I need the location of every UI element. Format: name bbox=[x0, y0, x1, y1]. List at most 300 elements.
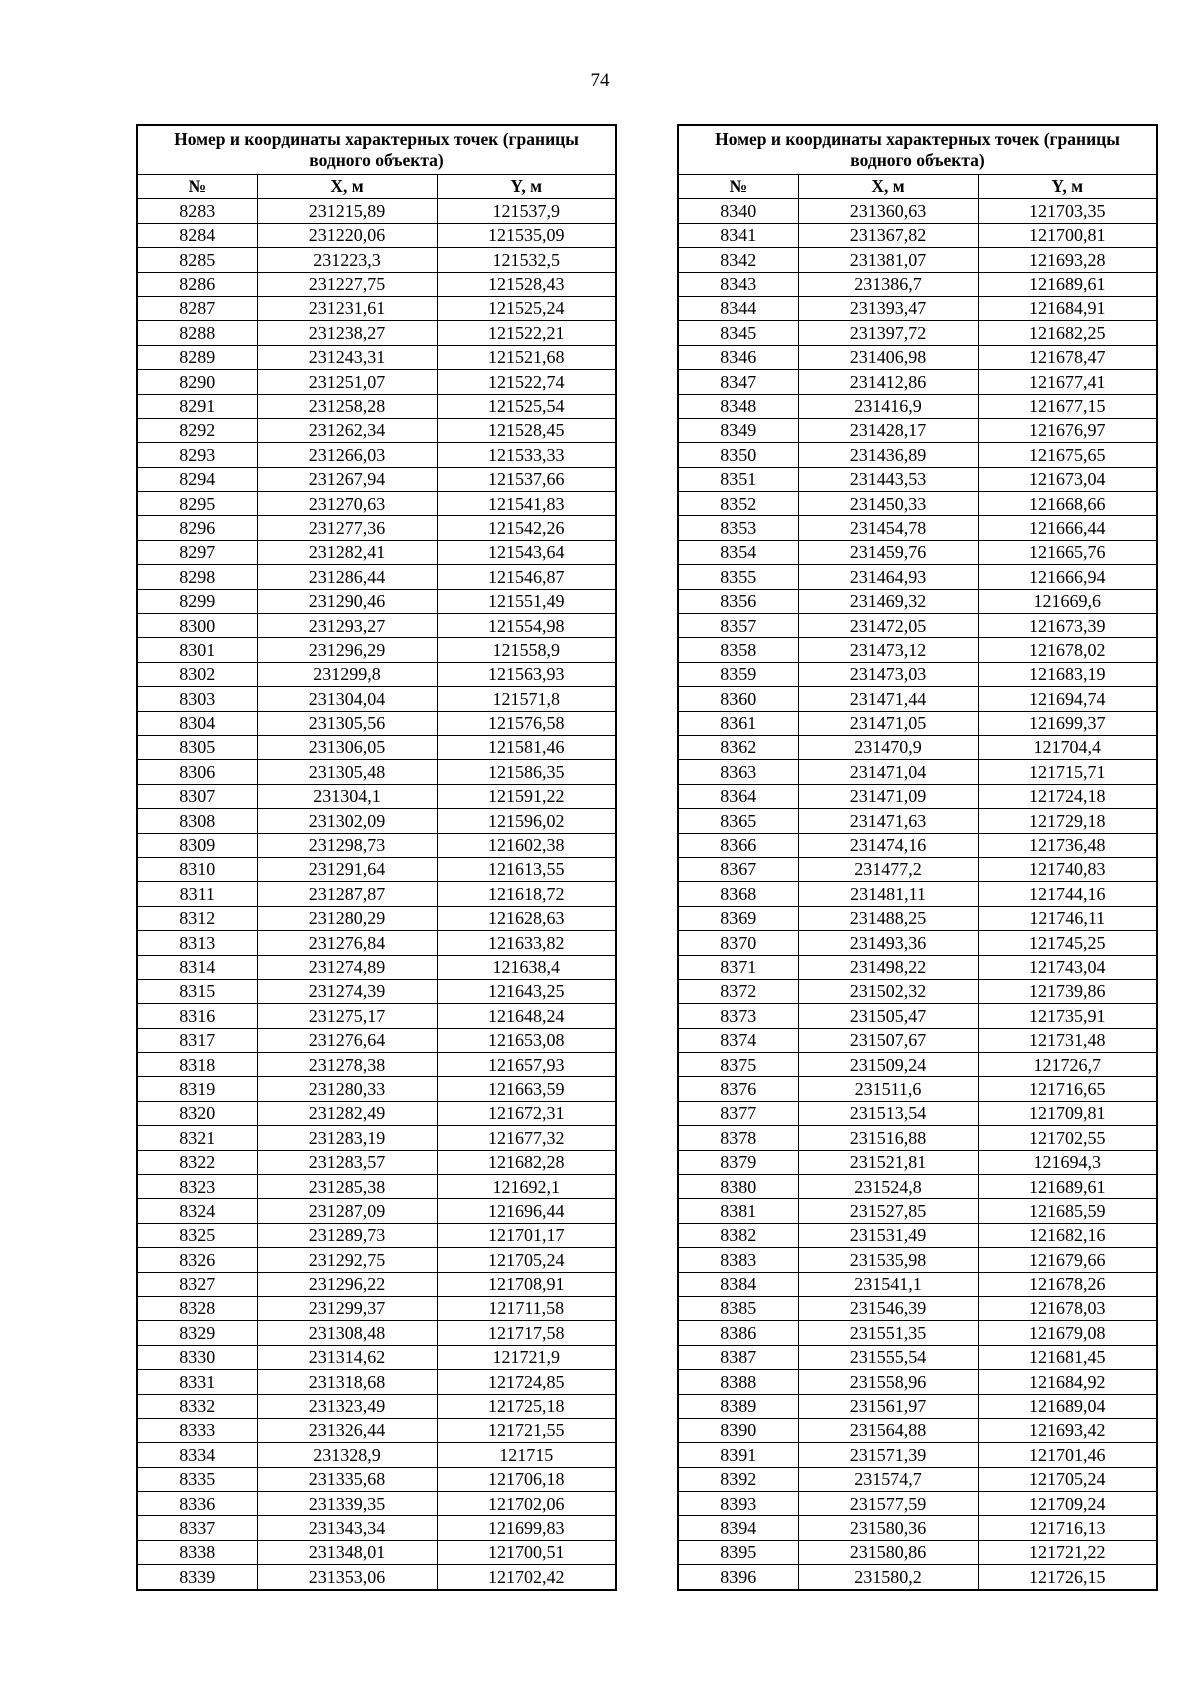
y-coordinate-cell: 121681,45 bbox=[978, 1345, 1157, 1369]
y-coordinate-cell: 121699,37 bbox=[978, 711, 1157, 735]
table-row bbox=[137, 809, 616, 833]
x-coordinate-cell: 231296,29 bbox=[257, 638, 437, 662]
point-number-cell: 8333 bbox=[137, 1418, 257, 1442]
point-number-cell: 8345 bbox=[678, 321, 798, 345]
y-coordinate-cell: 121521,68 bbox=[437, 345, 616, 369]
y-coordinate-cell: 121693,42 bbox=[978, 1418, 1157, 1442]
table-row bbox=[678, 906, 1157, 930]
table-row bbox=[137, 321, 616, 345]
point-number-cell: 8312 bbox=[137, 906, 257, 930]
point-number-cell: 8283 bbox=[137, 199, 257, 223]
y-coordinate-cell: 121663,59 bbox=[437, 1077, 616, 1101]
y-coordinate-cell: 121535,09 bbox=[437, 223, 616, 247]
x-coordinate-cell: 231238,27 bbox=[257, 321, 437, 345]
y-coordinate-cell: 121705,24 bbox=[437, 1248, 616, 1272]
y-coordinate-cell: 121743,04 bbox=[978, 955, 1157, 979]
table-row bbox=[678, 1540, 1157, 1564]
table-row bbox=[137, 1126, 616, 1150]
table-row bbox=[678, 1565, 1157, 1590]
point-number-cell: 8386 bbox=[678, 1321, 798, 1345]
point-number-cell: 8309 bbox=[137, 833, 257, 857]
y-coordinate-cell: 121702,55 bbox=[978, 1126, 1157, 1150]
y-coordinate-cell: 121672,31 bbox=[437, 1101, 616, 1125]
x-coordinate-cell: 231304,1 bbox=[257, 784, 437, 808]
y-coordinate-cell: 121693,28 bbox=[978, 248, 1157, 272]
table-row bbox=[137, 1516, 616, 1540]
y-coordinate-cell: 121744,16 bbox=[978, 882, 1157, 906]
table-row bbox=[678, 1150, 1157, 1174]
point-number-cell: 8319 bbox=[137, 1077, 257, 1101]
x-coordinate-cell: 231293,27 bbox=[257, 614, 437, 638]
point-number-cell: 8323 bbox=[137, 1175, 257, 1199]
x-coordinate-cell: 231561,97 bbox=[798, 1394, 978, 1418]
table-row bbox=[678, 516, 1157, 540]
x-coordinate-cell: 231580,2 bbox=[798, 1565, 978, 1590]
coordinates-table-right bbox=[677, 124, 1158, 1591]
y-coordinate-cell: 121736,48 bbox=[978, 833, 1157, 857]
point-number-cell: 8322 bbox=[137, 1150, 257, 1174]
y-coordinate-cell: 121700,81 bbox=[978, 223, 1157, 247]
column-header-y: Y, м bbox=[978, 175, 1157, 199]
table-row bbox=[678, 370, 1157, 394]
point-number-cell: 8325 bbox=[137, 1223, 257, 1247]
table-row bbox=[678, 931, 1157, 955]
point-number-cell: 8371 bbox=[678, 955, 798, 979]
table-row bbox=[678, 1370, 1157, 1394]
table-row bbox=[678, 1028, 1157, 1052]
x-coordinate-cell: 231298,73 bbox=[257, 833, 437, 857]
y-coordinate-cell: 121586,35 bbox=[437, 760, 616, 784]
point-number-cell: 8287 bbox=[137, 296, 257, 320]
y-coordinate-cell: 121571,8 bbox=[437, 687, 616, 711]
y-coordinate-cell: 121533,33 bbox=[437, 443, 616, 467]
x-coordinate-cell: 231527,85 bbox=[798, 1199, 978, 1223]
table-row bbox=[678, 492, 1157, 516]
y-coordinate-cell: 121537,9 bbox=[437, 199, 616, 223]
x-coordinate-cell: 231546,39 bbox=[798, 1296, 978, 1320]
table-row bbox=[137, 1418, 616, 1442]
x-coordinate-cell: 231215,89 bbox=[257, 199, 437, 223]
y-coordinate-cell: 121731,48 bbox=[978, 1028, 1157, 1052]
x-coordinate-cell: 231287,09 bbox=[257, 1199, 437, 1223]
table-row bbox=[137, 296, 616, 320]
point-number-cell: 8296 bbox=[137, 516, 257, 540]
x-coordinate-cell: 231267,94 bbox=[257, 467, 437, 491]
point-number-cell: 8336 bbox=[137, 1492, 257, 1516]
y-coordinate-cell: 121709,81 bbox=[978, 1101, 1157, 1125]
table-row bbox=[137, 467, 616, 491]
table-body bbox=[137, 199, 616, 1590]
point-number-cell: 8396 bbox=[678, 1565, 798, 1590]
y-coordinate-cell: 121682,16 bbox=[978, 1223, 1157, 1247]
table-row bbox=[137, 1272, 616, 1296]
point-number-cell: 8342 bbox=[678, 248, 798, 272]
y-coordinate-cell: 121665,76 bbox=[978, 540, 1157, 564]
y-coordinate-cell: 121689,04 bbox=[978, 1394, 1157, 1418]
x-coordinate-cell: 231564,88 bbox=[798, 1418, 978, 1442]
x-coordinate-cell: 231258,28 bbox=[257, 394, 437, 418]
table-row bbox=[678, 1296, 1157, 1320]
point-number-cell: 8310 bbox=[137, 857, 257, 881]
table-row bbox=[137, 223, 616, 247]
point-number-cell: 8376 bbox=[678, 1077, 798, 1101]
column-header-x: X, м bbox=[798, 175, 978, 199]
point-number-cell: 8299 bbox=[137, 589, 257, 613]
x-coordinate-cell: 231305,48 bbox=[257, 760, 437, 784]
y-coordinate-cell: 121721,55 bbox=[437, 1418, 616, 1442]
point-number-cell: 8290 bbox=[137, 370, 257, 394]
point-number-cell: 8370 bbox=[678, 931, 798, 955]
point-number-cell: 8368 bbox=[678, 882, 798, 906]
y-coordinate-cell: 121715 bbox=[437, 1443, 616, 1467]
x-coordinate-cell: 231326,44 bbox=[257, 1418, 437, 1442]
table-row bbox=[678, 467, 1157, 491]
table-row bbox=[137, 1053, 616, 1077]
table-title: Номер и координаты характерных точек (границы водного объекта) bbox=[678, 125, 1157, 175]
x-coordinate-cell: 231308,48 bbox=[257, 1321, 437, 1345]
x-coordinate-cell: 231493,36 bbox=[798, 931, 978, 955]
point-number-cell: 8335 bbox=[137, 1467, 257, 1491]
y-coordinate-cell: 121633,82 bbox=[437, 931, 616, 955]
y-coordinate-cell: 121682,28 bbox=[437, 1150, 616, 1174]
point-number-cell: 8316 bbox=[137, 1004, 257, 1028]
y-coordinate-cell: 121522,21 bbox=[437, 321, 616, 345]
y-coordinate-cell: 121735,91 bbox=[978, 1004, 1157, 1028]
table-row bbox=[137, 955, 616, 979]
x-coordinate-cell: 231339,35 bbox=[257, 1492, 437, 1516]
point-number-cell: 8318 bbox=[137, 1053, 257, 1077]
x-coordinate-cell: 231274,39 bbox=[257, 979, 437, 1003]
x-coordinate-cell: 231290,46 bbox=[257, 589, 437, 613]
x-coordinate-cell: 231521,81 bbox=[798, 1150, 978, 1174]
y-coordinate-cell: 121692,1 bbox=[437, 1175, 616, 1199]
table-row bbox=[678, 394, 1157, 418]
x-coordinate-cell: 231251,07 bbox=[257, 370, 437, 394]
y-coordinate-cell: 121554,98 bbox=[437, 614, 616, 638]
point-number-cell: 8289 bbox=[137, 345, 257, 369]
x-coordinate-cell: 231360,63 bbox=[798, 199, 978, 223]
x-coordinate-cell: 231541,1 bbox=[798, 1272, 978, 1296]
table-row bbox=[137, 516, 616, 540]
table-row bbox=[137, 1028, 616, 1052]
x-coordinate-cell: 231299,37 bbox=[257, 1296, 437, 1320]
x-coordinate-cell: 231488,25 bbox=[798, 906, 978, 930]
table-row bbox=[137, 199, 616, 223]
table-row bbox=[137, 370, 616, 394]
y-coordinate-cell: 121694,3 bbox=[978, 1150, 1157, 1174]
point-number-cell: 8328 bbox=[137, 1296, 257, 1320]
point-number-cell: 8286 bbox=[137, 272, 257, 296]
coordinates-table-left bbox=[136, 124, 617, 1591]
table-row bbox=[137, 1175, 616, 1199]
table-row bbox=[678, 1053, 1157, 1077]
table-row bbox=[137, 614, 616, 638]
x-coordinate-cell: 231299,8 bbox=[257, 662, 437, 686]
table-row bbox=[678, 565, 1157, 589]
x-coordinate-cell: 231343,34 bbox=[257, 1516, 437, 1540]
y-coordinate-cell: 121679,08 bbox=[978, 1321, 1157, 1345]
x-coordinate-cell: 231477,2 bbox=[798, 857, 978, 881]
point-number-cell: 8379 bbox=[678, 1150, 798, 1174]
x-coordinate-cell: 231305,56 bbox=[257, 711, 437, 735]
table-title: Номер и координаты характерных точек (границы водного объекта) bbox=[137, 125, 616, 175]
point-number-cell: 8347 bbox=[678, 370, 798, 394]
point-number-cell: 8389 bbox=[678, 1394, 798, 1418]
table-row bbox=[678, 1467, 1157, 1491]
point-number-cell: 8304 bbox=[137, 711, 257, 735]
y-coordinate-cell: 121721,9 bbox=[437, 1345, 616, 1369]
y-coordinate-cell: 121675,65 bbox=[978, 443, 1157, 467]
point-number-cell: 8338 bbox=[137, 1540, 257, 1564]
point-number-cell: 8339 bbox=[137, 1565, 257, 1590]
y-coordinate-cell: 121613,55 bbox=[437, 857, 616, 881]
point-number-cell: 8313 bbox=[137, 931, 257, 955]
table-row bbox=[137, 784, 616, 808]
table-row bbox=[137, 1370, 616, 1394]
x-coordinate-cell: 231406,98 bbox=[798, 345, 978, 369]
y-coordinate-cell: 121643,25 bbox=[437, 979, 616, 1003]
column-header-number: № bbox=[678, 175, 798, 199]
x-coordinate-cell: 231277,36 bbox=[257, 516, 437, 540]
point-number-cell: 8337 bbox=[137, 1516, 257, 1540]
point-number-cell: 8326 bbox=[137, 1248, 257, 1272]
point-number-cell: 8331 bbox=[137, 1370, 257, 1394]
y-coordinate-cell: 121551,49 bbox=[437, 589, 616, 613]
table-row bbox=[678, 540, 1157, 564]
y-coordinate-cell: 121532,5 bbox=[437, 248, 616, 272]
x-coordinate-cell: 231471,44 bbox=[798, 687, 978, 711]
y-coordinate-cell: 121685,59 bbox=[978, 1199, 1157, 1223]
point-number-cell: 8373 bbox=[678, 1004, 798, 1028]
x-coordinate-cell: 231535,98 bbox=[798, 1248, 978, 1272]
point-number-cell: 8374 bbox=[678, 1028, 798, 1052]
x-coordinate-cell: 231397,72 bbox=[798, 321, 978, 345]
point-number-cell: 8293 bbox=[137, 443, 257, 467]
x-coordinate-cell: 231580,36 bbox=[798, 1516, 978, 1540]
x-coordinate-cell: 231283,19 bbox=[257, 1126, 437, 1150]
x-coordinate-cell: 231276,64 bbox=[257, 1028, 437, 1052]
x-coordinate-cell: 231262,34 bbox=[257, 418, 437, 442]
table-row bbox=[137, 418, 616, 442]
x-coordinate-cell: 231450,33 bbox=[798, 492, 978, 516]
point-number-cell: 8297 bbox=[137, 540, 257, 564]
x-coordinate-cell: 231280,29 bbox=[257, 906, 437, 930]
point-number-cell: 8360 bbox=[678, 687, 798, 711]
y-coordinate-cell: 121668,66 bbox=[978, 492, 1157, 516]
table-row bbox=[137, 906, 616, 930]
table-row bbox=[678, 760, 1157, 784]
y-coordinate-cell: 121694,74 bbox=[978, 687, 1157, 711]
table-row bbox=[678, 711, 1157, 735]
point-number-cell: 8307 bbox=[137, 784, 257, 808]
table-row bbox=[678, 1321, 1157, 1345]
table-row bbox=[678, 784, 1157, 808]
point-number-cell: 8351 bbox=[678, 467, 798, 491]
table-row bbox=[678, 1004, 1157, 1028]
point-number-cell: 8394 bbox=[678, 1516, 798, 1540]
point-number-cell: 8303 bbox=[137, 687, 257, 711]
y-coordinate-cell: 121677,41 bbox=[978, 370, 1157, 394]
table-row bbox=[137, 857, 616, 881]
x-coordinate-cell: 231471,09 bbox=[798, 784, 978, 808]
y-coordinate-cell: 121618,72 bbox=[437, 882, 616, 906]
point-number-cell: 8291 bbox=[137, 394, 257, 418]
y-coordinate-cell: 121703,35 bbox=[978, 199, 1157, 223]
table-row bbox=[678, 1272, 1157, 1296]
table-row bbox=[678, 687, 1157, 711]
x-coordinate-cell: 231531,49 bbox=[798, 1223, 978, 1247]
x-coordinate-cell: 231580,86 bbox=[798, 1540, 978, 1564]
point-number-cell: 8354 bbox=[678, 540, 798, 564]
x-coordinate-cell: 231227,75 bbox=[257, 272, 437, 296]
x-coordinate-cell: 231577,59 bbox=[798, 1492, 978, 1516]
point-number-cell: 8311 bbox=[137, 882, 257, 906]
y-coordinate-cell: 121739,86 bbox=[978, 979, 1157, 1003]
x-coordinate-cell: 231459,76 bbox=[798, 540, 978, 564]
x-coordinate-cell: 231220,06 bbox=[257, 223, 437, 247]
y-coordinate-cell: 121679,66 bbox=[978, 1248, 1157, 1272]
y-coordinate-cell: 121576,58 bbox=[437, 711, 616, 735]
y-coordinate-cell: 121522,74 bbox=[437, 370, 616, 394]
y-coordinate-cell: 121746,11 bbox=[978, 906, 1157, 930]
y-coordinate-cell: 121666,44 bbox=[978, 516, 1157, 540]
y-coordinate-cell: 121711,58 bbox=[437, 1296, 616, 1320]
x-coordinate-cell: 231505,47 bbox=[798, 1004, 978, 1028]
y-coordinate-cell: 121689,61 bbox=[978, 272, 1157, 296]
point-number-cell: 8387 bbox=[678, 1345, 798, 1369]
point-number-cell: 8294 bbox=[137, 467, 257, 491]
page-number: 74 bbox=[590, 70, 610, 91]
point-number-cell: 8361 bbox=[678, 711, 798, 735]
table-row bbox=[137, 1199, 616, 1223]
point-number-cell: 8324 bbox=[137, 1199, 257, 1223]
point-number-cell: 8366 bbox=[678, 833, 798, 857]
point-number-cell: 8359 bbox=[678, 662, 798, 686]
table-row bbox=[137, 662, 616, 686]
x-coordinate-cell: 231464,93 bbox=[798, 565, 978, 589]
y-coordinate-cell: 121709,24 bbox=[978, 1492, 1157, 1516]
x-coordinate-cell: 231280,33 bbox=[257, 1077, 437, 1101]
point-number-cell: 8344 bbox=[678, 296, 798, 320]
point-number-cell: 8332 bbox=[137, 1394, 257, 1418]
point-number-cell: 8353 bbox=[678, 516, 798, 540]
x-coordinate-cell: 231436,89 bbox=[798, 443, 978, 467]
y-coordinate-cell: 121558,9 bbox=[437, 638, 616, 662]
table-row bbox=[137, 1296, 616, 1320]
y-coordinate-cell: 121701,17 bbox=[437, 1223, 616, 1247]
y-coordinate-cell: 121678,02 bbox=[978, 638, 1157, 662]
x-coordinate-cell: 231416,9 bbox=[798, 394, 978, 418]
y-coordinate-cell: 121596,02 bbox=[437, 809, 616, 833]
table-row bbox=[137, 1004, 616, 1028]
table-row bbox=[678, 272, 1157, 296]
y-coordinate-cell: 121653,08 bbox=[437, 1028, 616, 1052]
table-row bbox=[678, 1101, 1157, 1125]
y-coordinate-cell: 121700,51 bbox=[437, 1540, 616, 1564]
x-coordinate-cell: 231314,62 bbox=[257, 1345, 437, 1369]
x-coordinate-cell: 231381,07 bbox=[798, 248, 978, 272]
point-number-cell: 8388 bbox=[678, 1370, 798, 1394]
point-number-cell: 8395 bbox=[678, 1540, 798, 1564]
table-row bbox=[678, 443, 1157, 467]
x-coordinate-cell: 231367,82 bbox=[798, 223, 978, 247]
point-number-cell: 8372 bbox=[678, 979, 798, 1003]
table-row bbox=[678, 589, 1157, 613]
point-number-cell: 8305 bbox=[137, 735, 257, 759]
x-coordinate-cell: 231275,17 bbox=[257, 1004, 437, 1028]
point-number-cell: 8300 bbox=[137, 614, 257, 638]
x-coordinate-cell: 231274,89 bbox=[257, 955, 437, 979]
table-row bbox=[137, 1321, 616, 1345]
x-coordinate-cell: 231471,63 bbox=[798, 809, 978, 833]
x-coordinate-cell: 231511,6 bbox=[798, 1077, 978, 1101]
table-row bbox=[678, 1418, 1157, 1442]
table-row bbox=[137, 882, 616, 906]
point-number-cell: 8390 bbox=[678, 1418, 798, 1442]
point-number-cell: 8346 bbox=[678, 345, 798, 369]
x-coordinate-cell: 231283,57 bbox=[257, 1150, 437, 1174]
x-coordinate-cell: 231318,68 bbox=[257, 1370, 437, 1394]
x-coordinate-cell: 231282,41 bbox=[257, 540, 437, 564]
table-row bbox=[137, 1565, 616, 1590]
table-row bbox=[678, 345, 1157, 369]
y-coordinate-cell: 121702,06 bbox=[437, 1492, 616, 1516]
table-row bbox=[137, 1223, 616, 1247]
x-coordinate-cell: 231516,88 bbox=[798, 1126, 978, 1150]
column-header-x: X, м bbox=[257, 175, 437, 199]
y-coordinate-cell: 121542,26 bbox=[437, 516, 616, 540]
x-coordinate-cell: 231412,86 bbox=[798, 370, 978, 394]
x-coordinate-cell: 231574,7 bbox=[798, 1467, 978, 1491]
table-row bbox=[137, 833, 616, 857]
x-coordinate-cell: 231471,05 bbox=[798, 711, 978, 735]
table-row bbox=[678, 1199, 1157, 1223]
point-number-cell: 8306 bbox=[137, 760, 257, 784]
x-coordinate-cell: 231474,16 bbox=[798, 833, 978, 857]
x-coordinate-cell: 231443,53 bbox=[798, 467, 978, 491]
point-number-cell: 8292 bbox=[137, 418, 257, 442]
y-coordinate-cell: 121724,85 bbox=[437, 1370, 616, 1394]
table-row bbox=[137, 711, 616, 735]
y-coordinate-cell: 121669,6 bbox=[978, 589, 1157, 613]
point-number-cell: 8301 bbox=[137, 638, 257, 662]
table-row bbox=[137, 443, 616, 467]
y-coordinate-cell: 121543,64 bbox=[437, 540, 616, 564]
point-number-cell: 8341 bbox=[678, 223, 798, 247]
point-number-cell: 8298 bbox=[137, 565, 257, 589]
column-header-number: № bbox=[137, 175, 257, 199]
table-row bbox=[678, 1223, 1157, 1247]
point-number-cell: 8355 bbox=[678, 565, 798, 589]
x-coordinate-cell: 231524,8 bbox=[798, 1175, 978, 1199]
x-coordinate-cell: 231393,47 bbox=[798, 296, 978, 320]
table-row bbox=[137, 1345, 616, 1369]
x-coordinate-cell: 231278,38 bbox=[257, 1053, 437, 1077]
table-row bbox=[137, 1467, 616, 1491]
table-row bbox=[137, 248, 616, 272]
table-row bbox=[678, 1394, 1157, 1418]
table-row bbox=[137, 760, 616, 784]
table-row bbox=[678, 418, 1157, 442]
x-coordinate-cell: 231558,96 bbox=[798, 1370, 978, 1394]
y-coordinate-cell: 121705,24 bbox=[978, 1467, 1157, 1491]
x-coordinate-cell: 231286,44 bbox=[257, 565, 437, 589]
y-coordinate-cell: 121704,4 bbox=[978, 735, 1157, 759]
y-coordinate-cell: 121678,26 bbox=[978, 1272, 1157, 1296]
point-number-cell: 8302 bbox=[137, 662, 257, 686]
x-coordinate-cell: 231282,49 bbox=[257, 1101, 437, 1125]
table-row bbox=[678, 1175, 1157, 1199]
